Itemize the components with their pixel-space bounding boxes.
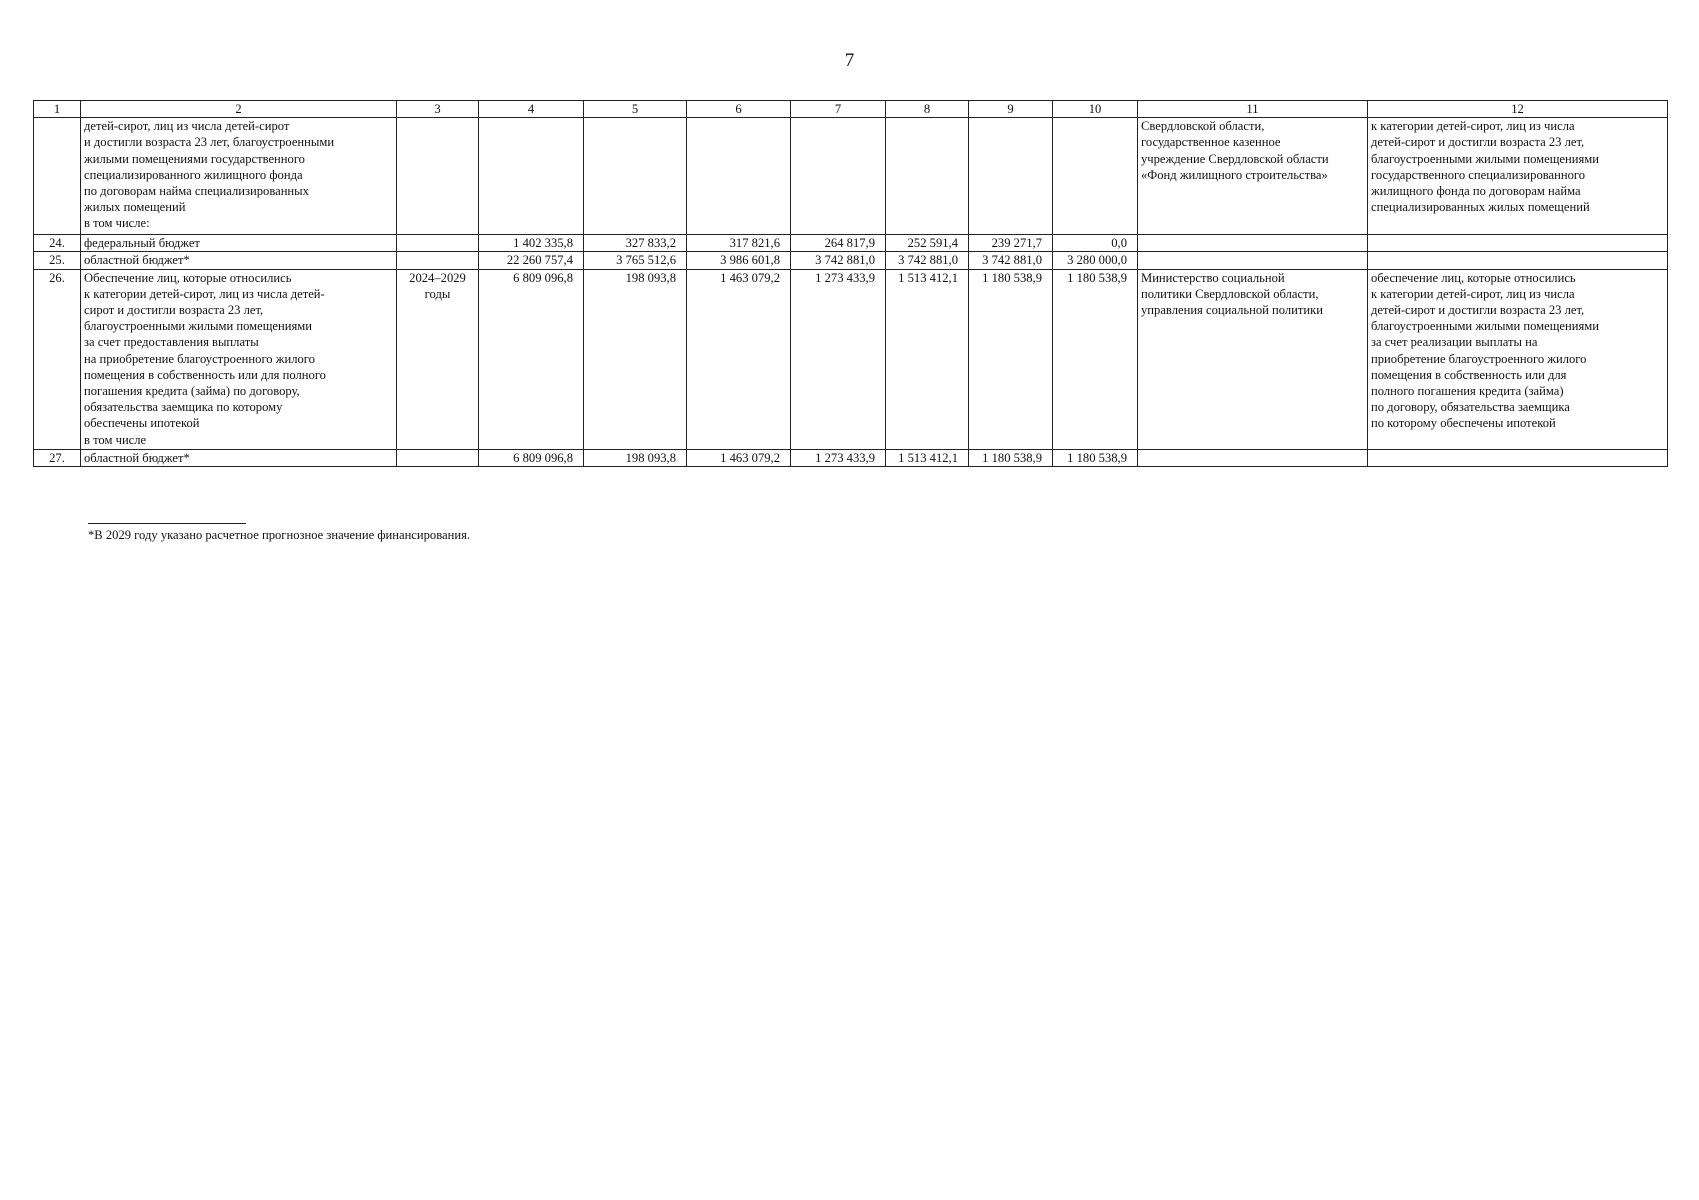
- program-table: [33, 100, 1668, 467]
- column-number-header: [34, 101, 1668, 118]
- value-col10: 0,0: [1053, 235, 1138, 252]
- value-col6: 317 821,6: [687, 235, 791, 252]
- row-executor: Свердловской области, государственное казенное учреждение Свердловской области «Фонд жилищного строительства»: [1138, 118, 1368, 235]
- value-col5: 198 093,8: [584, 269, 687, 449]
- page-number: 7: [844, 50, 855, 71]
- value-col8: 252 591,4: [886, 235, 969, 252]
- row-executor: Министерство социальной политики Свердловской области, управления социальной политики: [1138, 269, 1368, 449]
- row-executor: [1138, 235, 1368, 252]
- row-period: 2024–2029 годы: [397, 269, 479, 449]
- header-cell: 8: [886, 101, 969, 118]
- footnote-divider: [88, 523, 246, 524]
- row-name: областной бюджет*: [81, 252, 397, 269]
- header-cell: 1: [34, 101, 81, 118]
- row-period: [397, 118, 479, 235]
- row-number: 27.: [34, 449, 81, 466]
- value-col7: 264 817,9: [791, 235, 886, 252]
- value-col4: [479, 118, 584, 235]
- row-number: [34, 118, 81, 235]
- value-col4: 1 402 335,8: [479, 235, 584, 252]
- header-cell: 5: [584, 101, 687, 118]
- row-number: 26.: [34, 269, 81, 449]
- table-row: [34, 449, 1668, 466]
- value-col4: 6 809 096,8: [479, 449, 584, 466]
- header-cell: 2: [81, 101, 397, 118]
- value-col9: 239 271,7: [969, 235, 1053, 252]
- header-cell: 4: [479, 101, 584, 118]
- row-target: [1368, 449, 1668, 466]
- value-col10: 3 280 000,0: [1053, 252, 1138, 269]
- header-cell: 6: [687, 101, 791, 118]
- value-col8: 3 742 881,0: [886, 252, 969, 269]
- row-name: Обеспечение лиц, которые относились к категории детей-сирот, лиц из числа детей- сирот и достигли возраста 23 лет, благоустроенными жилыми помещениями за счет предоставления выплаты на приобретение благоустроенного жилого помещения в собственность или для полного погашения кредита (займа) по договору, обязательства заемщика по которому обеспечены ипотекой в том числе: [81, 269, 397, 449]
- value-col6: [687, 118, 791, 235]
- header-cell: 10: [1053, 101, 1138, 118]
- row-name: детей-сирот, лиц из числа детей-сирот и достигли возраста 23 лет, благоустроенными жилыми помещениями государственного специализированного жилищного фонда по договорам найма специализированных жилых помещений в том числе:: [81, 118, 397, 235]
- value-col7: 3 742 881,0: [791, 252, 886, 269]
- row-period: [397, 252, 479, 269]
- value-col8: 1 513 412,1: [886, 269, 969, 449]
- value-col4: 22 260 757,4: [479, 252, 584, 269]
- table-row: [34, 118, 1668, 235]
- row-target: обеспечение лиц, которые относились к категории детей-сирот, лиц из числа детей-сирот и достигли возраста 23 лет, благоустроенными жилыми помещениями за счет реализации выплаты на приобретение благоустроенного жилого помещения в собственность или для полного погашения кредита (займа) по договору, обязательства заемщика по которому обеспечены ипотекой: [1368, 269, 1668, 449]
- value-col5: [584, 118, 687, 235]
- row-target: [1368, 252, 1668, 269]
- value-col10: [1053, 118, 1138, 235]
- header-cell: 3: [397, 101, 479, 118]
- row-period: [397, 449, 479, 466]
- value-col7: [791, 118, 886, 235]
- value-col6: 1 463 079,2: [687, 449, 791, 466]
- value-col8: 1 513 412,1: [886, 449, 969, 466]
- value-col4: 6 809 096,8: [479, 269, 584, 449]
- value-col8: [886, 118, 969, 235]
- footnote: *В 2029 году указано расчетное прогнозное значение финансирования.: [88, 528, 471, 542]
- value-col9: 1 180 538,9: [969, 449, 1053, 466]
- row-target: к категории детей-сирот, лиц из числа детей-сирот и достигли возраста 23 лет, благоустроенными жилыми помещениями государственного специализированного жилищного фонда по договорам найма специализированных жилых помещений: [1368, 118, 1668, 235]
- row-period: [397, 235, 479, 252]
- value-col6: 3 986 601,8: [687, 252, 791, 269]
- value-col10: 1 180 538,9: [1053, 449, 1138, 466]
- value-col5: 3 765 512,6: [584, 252, 687, 269]
- row-name: областной бюджет*: [81, 449, 397, 466]
- value-col7: 1 273 433,9: [791, 269, 886, 449]
- header-cell: 7: [791, 101, 886, 118]
- value-col5: 198 093,8: [584, 449, 687, 466]
- row-target: [1368, 235, 1668, 252]
- value-col7: 1 273 433,9: [791, 449, 886, 466]
- value-col6: 1 463 079,2: [687, 269, 791, 449]
- header-cell: 11: [1138, 101, 1368, 118]
- row-executor: [1138, 449, 1368, 466]
- table-row: [34, 269, 1668, 449]
- value-col9: [969, 118, 1053, 235]
- row-executor: [1138, 252, 1368, 269]
- row-number: 25.: [34, 252, 81, 269]
- table-row: [34, 235, 1668, 252]
- table-row: [34, 252, 1668, 269]
- row-number: 24.: [34, 235, 81, 252]
- value-col10: 1 180 538,9: [1053, 269, 1138, 449]
- value-col9: 1 180 538,9: [969, 269, 1053, 449]
- row-name: федеральный бюджет: [81, 235, 397, 252]
- header-cell: 12: [1368, 101, 1668, 118]
- header-cell: 9: [969, 101, 1053, 118]
- value-col5: 327 833,2: [584, 235, 687, 252]
- value-col9: 3 742 881,0: [969, 252, 1053, 269]
